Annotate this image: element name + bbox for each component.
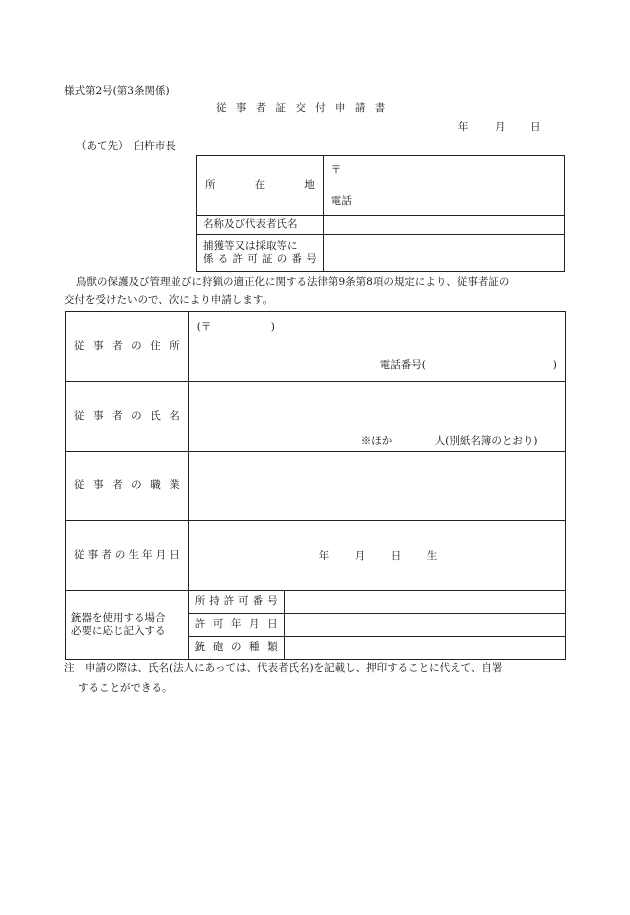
worker-phone-close: ) — [552, 359, 557, 371]
worker-address-field[interactable] — [188, 312, 565, 382]
worker-others-suffix: 人(別紙名簿のとおり) — [434, 435, 538, 447]
applicant-name-label: 名称及び代表者氏名 — [203, 218, 298, 231]
worker-postal-close: ) — [270, 321, 275, 333]
worker-occupation-field[interactable] — [188, 452, 565, 521]
form-title: 従 事 者 証 交 付 申 請 書 — [216, 102, 389, 114]
birth-month-label: 月 — [354, 550, 366, 562]
birth-year-label: 年 — [318, 550, 330, 562]
worker-occupation-label-cell — [66, 452, 189, 521]
applicant-address-label-cell — [197, 156, 324, 216]
birth-day-label: 日 — [390, 550, 402, 562]
gun-label-line1: 銃器を使用する場合 — [71, 611, 166, 624]
intro-line1: 鳥獣の保護及び管理並びに狩猟の適正化に関する法律第9条第8項の規定により、従事者証の — [76, 276, 510, 288]
worker-phone-open: 電話番号( — [379, 359, 426, 371]
worker-birth-field[interactable] — [188, 521, 565, 591]
worker-address-label-cell — [66, 312, 189, 382]
gun-permit-date-label: 許可年月日 — [194, 618, 278, 631]
gun-type-label: 銃砲の種類 — [194, 641, 278, 654]
applicant-permit-label-line1: 捕獲等又は採取等に — [203, 239, 298, 252]
addressee: （あて先） 臼杵市長 — [76, 140, 176, 152]
applicant-address-field[interactable] — [323, 156, 564, 216]
gun-permit-date-label-cell — [188, 614, 284, 637]
worker-birth-label-cell — [66, 521, 189, 591]
gun-type-field[interactable] — [284, 637, 565, 660]
worker-birth-label: 従事者の生年月日 — [74, 548, 180, 561]
worker-name-field[interactable] — [188, 382, 565, 452]
date-day-label: 日 — [530, 121, 541, 133]
gun-license-field[interactable] — [284, 591, 565, 614]
birth-suffix-label: 生 — [426, 550, 438, 562]
gun-license-label: 所持許可番号 — [194, 595, 278, 608]
applicant-name-label-cell — [197, 216, 324, 235]
applicant-postal-mark: 〒 — [330, 164, 342, 176]
applicant-permit-field[interactable] — [323, 235, 564, 272]
gun-type-label-cell — [188, 637, 284, 660]
gun-permit-date-field[interactable] — [284, 614, 565, 637]
applicant-permit-label-cell — [197, 235, 324, 272]
worker-others-prefix: ※ほか — [360, 435, 393, 447]
worker-occupation-label: 従事者の職業 — [74, 479, 180, 492]
applicant-table — [196, 155, 565, 272]
gun-label-cell — [66, 591, 189, 660]
gun-label-line2: 必要に応じ記入する — [71, 625, 166, 637]
applicant-permit-label-line2: 係る許可証の番号 — [203, 253, 317, 265]
date-year-label: 年 — [458, 121, 469, 133]
worker-postal-open: (〒 — [196, 321, 212, 333]
applicant-phone-label: 電話 — [330, 195, 352, 207]
worker-table — [65, 311, 566, 660]
applicant-address-label: 所 在 地 — [205, 178, 315, 191]
gun-license-label-cell — [188, 591, 284, 614]
worker-name-label-cell — [66, 382, 189, 452]
date-month-label: 月 — [495, 121, 506, 133]
intro-line2: 交付を受けたいので、次により申請します。 — [64, 294, 273, 306]
note-line1: 注 申請の際は、氏名(法人にあっては、代表者氏名)を記載し、押印することに代えて、自署 — [64, 662, 503, 674]
worker-name-label: 従事者の氏名 — [74, 409, 180, 422]
form-number: 様式第2号(第3条関係) — [64, 85, 170, 97]
worker-address-label: 従事者の住所 — [74, 339, 180, 352]
note-line2: することができる。 — [78, 682, 173, 694]
applicant-name-field[interactable] — [323, 216, 564, 235]
